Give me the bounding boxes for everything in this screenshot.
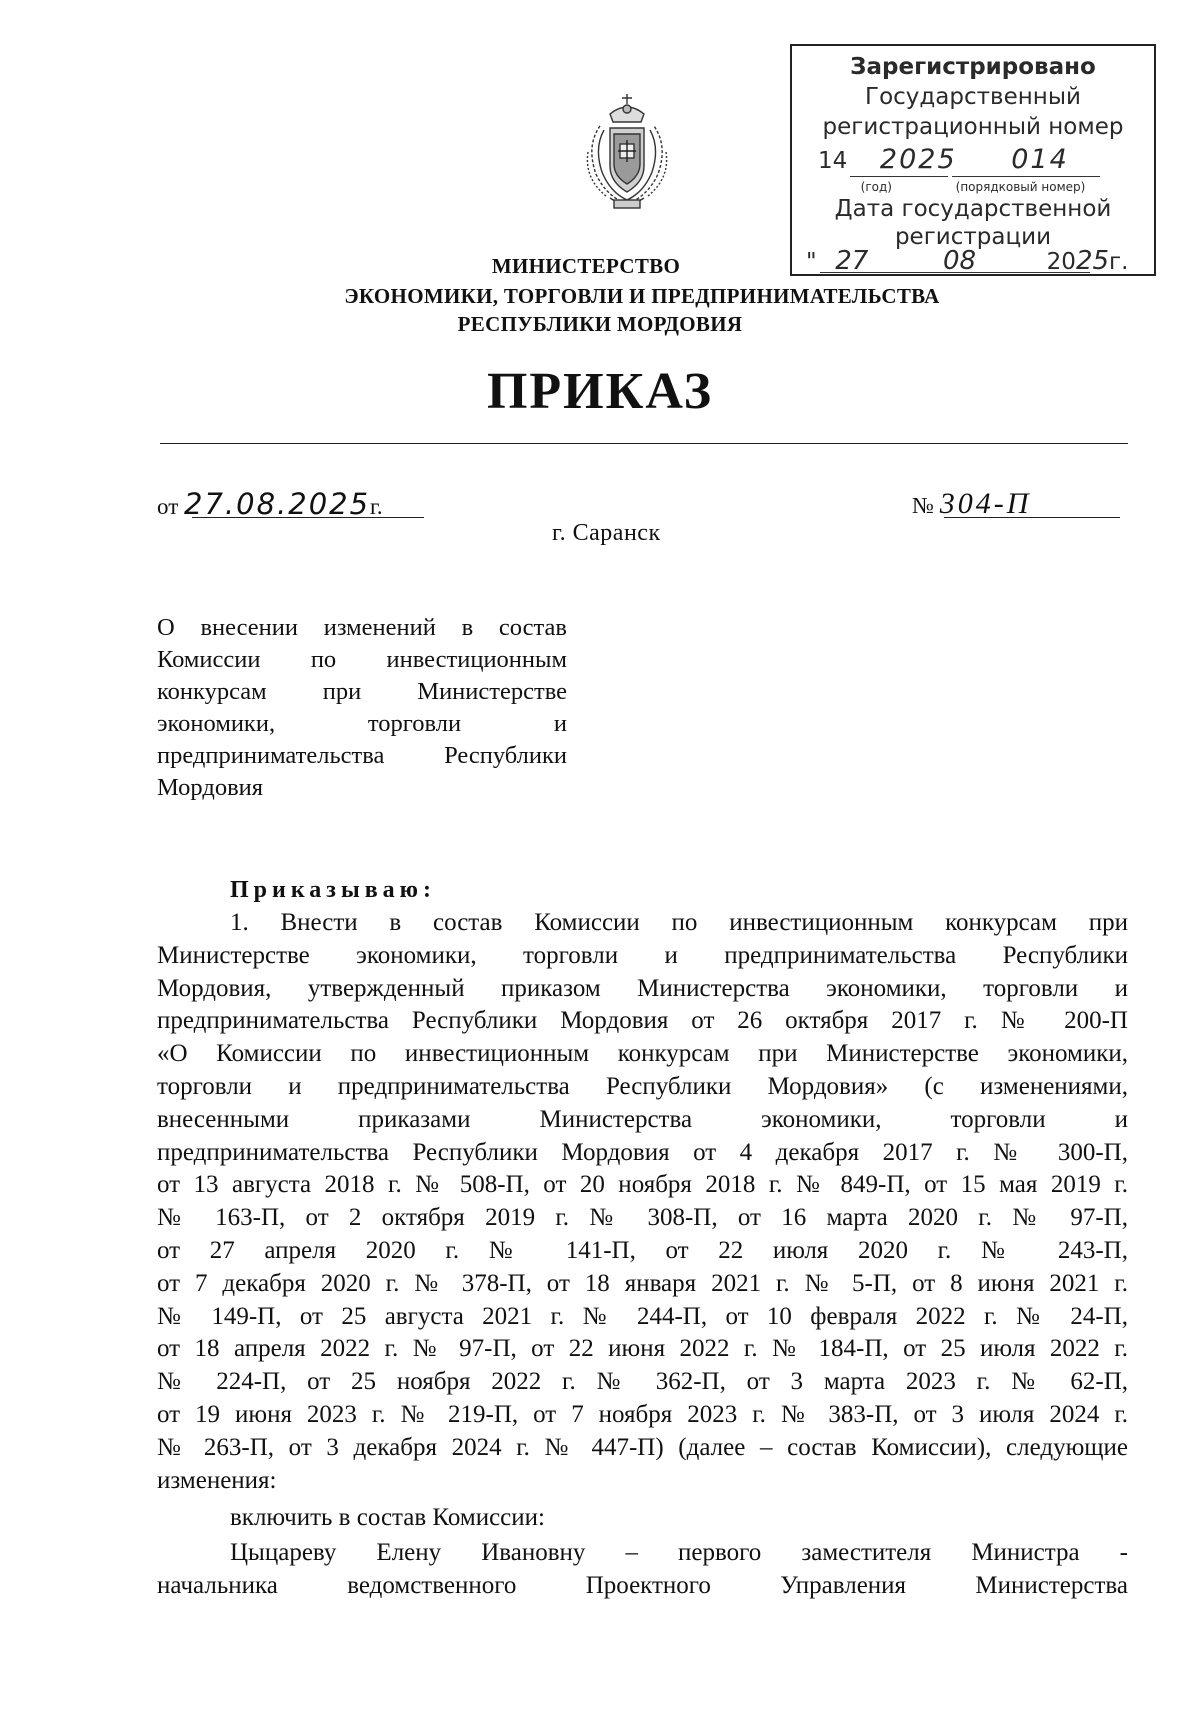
number-value: 304-П bbox=[939, 487, 1032, 520]
paragraph-line: от 18 апреля 2022 г. № 97-П, от 22 июня 2022 г. № 184-П, от 25 июля 2022 г. bbox=[157, 1335, 1128, 1363]
stamp-line-reg-number: регистрационный номер bbox=[822, 114, 1124, 140]
registration-stamp bbox=[790, 44, 1156, 276]
paragraph-line: от 13 августа 2018 г. № 508-П, от 20 ноября 2018 г. № 849-П, от 15 мая 2019 г. bbox=[157, 1171, 1128, 1199]
stamp-line-date: Дата государственной bbox=[834, 196, 1112, 222]
person-line: начальника ведомственного Проектного Управления Министерства bbox=[157, 1571, 1128, 1599]
paragraph-line: Министерстве экономики, торговли и предпринимательства Республики bbox=[157, 941, 1128, 969]
paragraph-line: торговли и предпринимательства Республики Мордовия» (с изменениями, bbox=[157, 1072, 1128, 1100]
document-date bbox=[157, 487, 383, 521]
stamp-reg-number bbox=[818, 144, 1154, 175]
paragraph-line: № 149-П, от 25 августа 2021 г. № 244-П, от 10 февраля 2022 г. № 24-П, bbox=[157, 1302, 1128, 1330]
number-prefix: № bbox=[912, 493, 934, 518]
date-prefix: от bbox=[157, 494, 179, 519]
stamp-line-state: Государственный bbox=[865, 84, 1081, 110]
stamp-reg-day: 27 bbox=[835, 246, 869, 276]
order-word: Приказываю: bbox=[230, 877, 436, 903]
paragraph-line: № 224-П, от 25 ноября 2022 г. № 362-П, от 3 марта 2023 г. № 62-П, bbox=[157, 1368, 1128, 1396]
paragraph-line: изменения: bbox=[157, 1466, 277, 1494]
stamp-year-g: г. bbox=[1109, 249, 1129, 275]
document-number bbox=[912, 487, 1031, 521]
document-city: г. Саранск bbox=[552, 520, 661, 546]
person-paragraph bbox=[157, 1537, 1128, 1603]
stamp-reg-month: 08 bbox=[942, 246, 977, 276]
subject-line: предпринимательства Республики bbox=[157, 742, 567, 769]
stamp-year-prefix: 20 bbox=[1046, 249, 1076, 275]
person-line: Цыцареву Елену Ивановну – первого заместителя Министра - bbox=[230, 1539, 1128, 1566]
ministry-line-1: МИНИСТЕРСТВО bbox=[491, 254, 681, 278]
paragraph-line: внесенными приказами Министерства экономики, торговли и bbox=[157, 1105, 1128, 1133]
paragraph-line: № 163-П, от 2 октября 2019 г. № 308-П, от 16 марта 2020 г. № 97-П, bbox=[157, 1204, 1128, 1232]
ministry-line-2: ЭКОНОМИКИ, ТОРГОВЛИ И ПРЕДПРИНИМАТЕЛЬСТВА bbox=[344, 284, 940, 308]
stamp-reg-prefix: 14 bbox=[818, 148, 848, 174]
header-divider bbox=[160, 443, 1128, 444]
subject-line: конкурсам при Министерстве bbox=[157, 678, 567, 705]
number-underline bbox=[944, 517, 1120, 518]
paragraph-line: 1. Внести в состав Комиссии по инвестиционным конкурсам при bbox=[230, 909, 1128, 936]
stamp-line-registration: регистрации bbox=[894, 224, 1052, 250]
stamp-caption-seq: (порядковый номер) bbox=[955, 180, 1086, 194]
include-line: включить в состав Комиссии: bbox=[230, 1504, 545, 1531]
paragraph-line: предпринимательства Республики Мордовия от 26 октября 2017 г. № 200-П bbox=[157, 1007, 1128, 1035]
coat-of-arms-emblem bbox=[580, 92, 674, 214]
paragraph-line: от 27 апреля 2020 г. № 141-П, от 22 июля 2020 г. № 243-П, bbox=[157, 1236, 1128, 1264]
date-suffix: г. bbox=[370, 494, 383, 519]
date-value: 27.08.2025 bbox=[184, 487, 371, 521]
paragraph-1 bbox=[157, 907, 1128, 1497]
subject-line: Мордовия bbox=[157, 774, 264, 801]
stamp-captions bbox=[792, 180, 1154, 194]
subject-line: экономики, торговли и bbox=[157, 710, 567, 737]
stamp-year-suffix: 25 bbox=[1075, 246, 1110, 276]
stamp-reg-seq: 014 bbox=[1011, 144, 1069, 175]
document-subject bbox=[157, 612, 567, 804]
subject-line: О внесении изменений в состав bbox=[157, 614, 567, 641]
paragraph-line: № 263-П, от 3 декабря 2024 г. № 447-П) (далее – состав Комиссии), следующие bbox=[157, 1433, 1128, 1461]
paragraph-line: от 7 декабря 2020 г. № 378-П, от 18 января 2021 г. № 5-П, от 8 июня 2021 г. bbox=[157, 1269, 1128, 1297]
stamp-title: Зарегистрировано bbox=[850, 54, 1096, 80]
paragraph-line: «О Комиссии по инвестиционным конкурсам при Министерстве экономики, bbox=[157, 1040, 1128, 1068]
stamp-reg-year: 2025 bbox=[879, 144, 957, 175]
subject-line: Комиссии по инвестиционным bbox=[157, 646, 567, 673]
paragraph-line: предпринимательства Республики Мордовия от 4 декабря 2017 г. № 300-П, bbox=[157, 1138, 1128, 1166]
paragraph-line: от 19 июня 2023 г. № 219-П, от 7 ноября 2023 г. № 383-П, от 3 июля 2024 г. bbox=[157, 1400, 1128, 1428]
ministry-line-3: РЕСПУБЛИКИ МОРДОВИЯ bbox=[457, 312, 743, 336]
paragraph-line: Мордовия, утвержденный приказом Министерства экономики, торговли и bbox=[157, 974, 1128, 1002]
document-type-title: ПРИКАЗ bbox=[486, 363, 714, 420]
stamp-quote: " bbox=[806, 249, 817, 275]
date-underline bbox=[192, 517, 424, 518]
stamp-caption-year: (год) bbox=[860, 180, 892, 194]
